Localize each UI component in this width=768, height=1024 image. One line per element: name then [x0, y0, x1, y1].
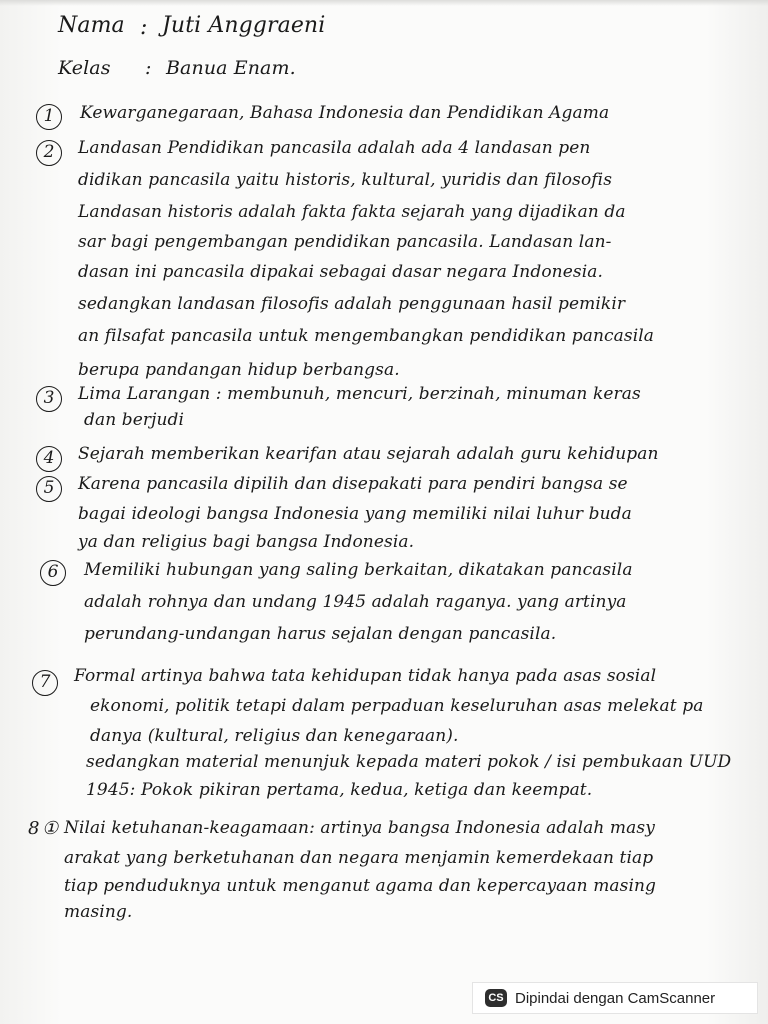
class-label: Kelas — [58, 57, 111, 79]
answer-number-3: 3 — [36, 386, 62, 412]
answer-7-line-3: danya (kultural, religius dan kenegaraan). — [90, 726, 459, 746]
answer-7-line-1: Formal artinya bahwa tata kehidupan tidak hanya pada asas sosial — [74, 666, 657, 686]
answer-2-line-7: an filsafat pancasila untuk mengembangkan pendidikan pancasila — [78, 326, 655, 346]
answer-2-line-5: dasan ini pancasila dipakai sebagai dasar negara Indonesia. — [78, 262, 603, 282]
answer-7-line-2: ekonomi, politik tetapi dalam perpaduan keseluruhan asas melekat pa — [90, 696, 704, 716]
answer-6-line-2: adalah rohnya dan undang 1945 adalah raganya. yang artinya — [84, 592, 627, 612]
answer-2-line-8: berupa pandangan hidup berbangsa. — [78, 360, 400, 380]
answer-2-line-6: sedangkan landasan filosofis adalah penggunaan hasil pemikir — [78, 294, 626, 314]
answer-number-6: 6 — [40, 560, 66, 586]
answer-3-line-2: dan berjudi — [84, 410, 185, 430]
answer-8-line-1: Nilai ketuhanan-keagamaan: artinya bangsa Indonesia adalah masy — [64, 818, 655, 838]
answer-5-line-3: ya dan religius bagi bangsa Indonesia. — [78, 532, 415, 552]
camscanner-logo-icon: CS — [485, 989, 507, 1007]
answer-number-1: 1 — [36, 104, 62, 130]
class-separator: : — [145, 57, 152, 79]
answer-7-line-4: sedangkan material menunjuk kepada materi pokok / isi pembukaan UUD — [86, 752, 732, 772]
answer-8-line-4: masing. — [64, 902, 133, 922]
name-label: Nama — [58, 13, 125, 38]
answer-5-line-1: Karena pancasila dipilih dan disepakati para pendiri bangsa se — [78, 474, 628, 494]
answer-6-line-1: Memiliki hubungan yang saling berkaitan, dikatakan pancasila — [84, 560, 633, 580]
answer-2-line-4: sar bagi pengembangan pendidikan pancasila. Landasan lan- — [78, 232, 612, 252]
answer-8-circled: ① — [42, 818, 59, 839]
answer-number-4: 4 — [36, 446, 62, 472]
name-separator: : — [140, 15, 148, 40]
camscanner-watermark — [472, 982, 758, 1014]
answer-1-line-1: Kewarganegaraan, Bahasa Indonesia dan Pendidikan Agama — [80, 103, 610, 123]
answer-number-5: 5 — [36, 476, 62, 502]
answer-7-line-5: 1945: Pokok pikiran pertama, kedua, ketiga dan keempat. — [86, 780, 593, 800]
answer-6-line-3: perundang-undangan harus sejalan dengan pancasila. — [84, 624, 557, 644]
camscanner-text: Dipindai dengan CamScanner — [515, 989, 716, 1007]
answer-4-line-1: Sejarah memberikan kearifan atau sejarah adalah guru kehidupan — [78, 444, 659, 464]
answer-3-line-1: Lima Larangan : membunuh, mencuri, berzinah, minuman keras — [78, 384, 641, 404]
answer-number-7: 7 — [32, 670, 58, 696]
answer-2-line-1: Landasan Pendidikan pancasila adalah ada 4 landasan pen — [78, 138, 591, 158]
class-value: Banua Enam. — [166, 57, 296, 79]
answer-8-line-3: tiap penduduknya untuk menganut agama dan kepercayaan masing — [64, 876, 657, 896]
answer-5-line-2: bagai ideologi bangsa Indonesia yang memiliki nilai luhur buda — [78, 504, 632, 524]
answer-2-line-3: Landasan historis adalah fakta fakta sejarah yang dijadikan da — [78, 202, 626, 222]
answer-2-line-2: didikan pancasila yaitu historis, kultural, yuridis dan filosofis — [78, 170, 613, 190]
answer-8-line-2: arakat yang berketuhanan dan negara menjamin kemerdekaan tiap — [64, 848, 654, 868]
answer-number-2: 2 — [36, 140, 62, 166]
answer-8-prefix: 8 — [28, 818, 40, 839]
paper-top-edge — [0, 0, 768, 6]
name-value: Juti Anggraeni — [162, 13, 326, 38]
